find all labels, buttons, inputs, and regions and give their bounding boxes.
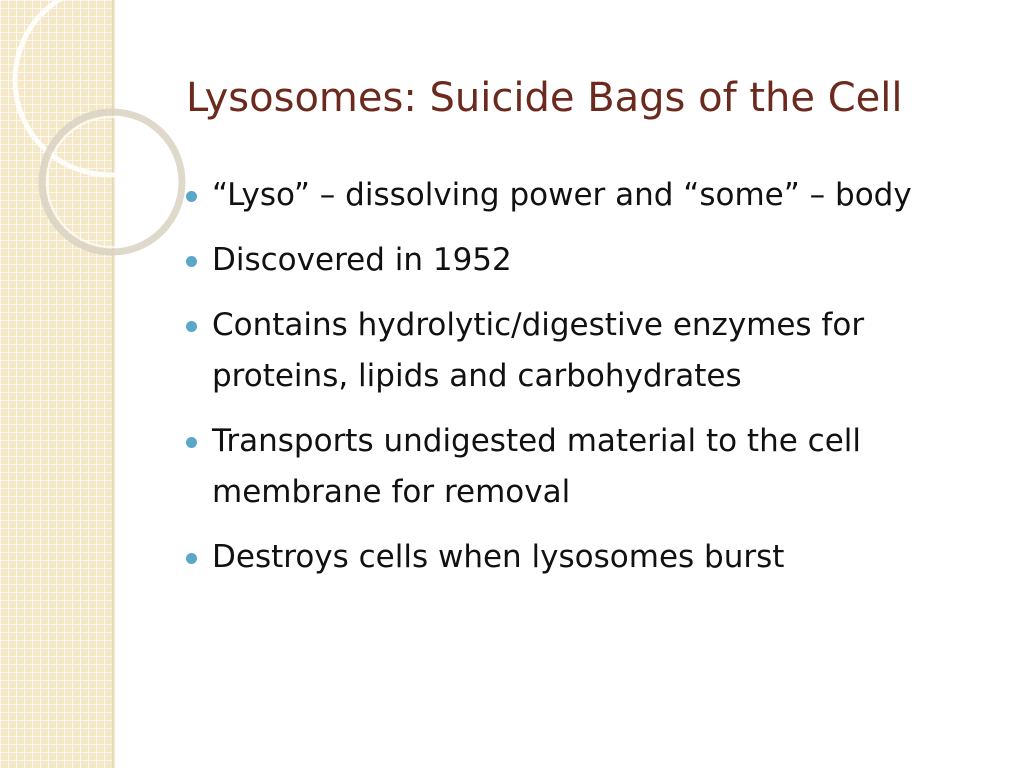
bullet-list <box>184 170 994 597</box>
bullet-dot-icon <box>186 553 197 564</box>
decorative-ring-lower-highlight <box>47 117 177 247</box>
decorative-rings <box>0 0 200 260</box>
bullet-text: Transports undigested material to the cell membrane for removal <box>212 423 862 510</box>
bullet-item <box>184 235 994 286</box>
bullet-dot-icon <box>186 437 197 448</box>
bullet-item <box>184 170 994 221</box>
bullet-dot-icon <box>186 256 197 267</box>
decorative-ring-lower <box>42 112 182 252</box>
bullet-item <box>184 416 994 518</box>
bullet-item <box>184 300 994 402</box>
bullet-text: Destroys cells when lysosomes burst <box>212 539 785 575</box>
bullet-text: Contains hydrolytic/digestive enzymes for proteins, lipids and carbohydrates <box>212 307 865 394</box>
bullet-dot-icon <box>186 321 197 332</box>
bullet-item <box>184 532 994 583</box>
bullet-text: “Lyso” – dissolving power and “some” – body <box>212 177 912 213</box>
bullet-dot-icon <box>186 191 197 202</box>
bullet-text: Discovered in 1952 <box>212 242 512 278</box>
slide-title: Lysosomes: Suicide Bags of the Cell <box>186 75 903 121</box>
